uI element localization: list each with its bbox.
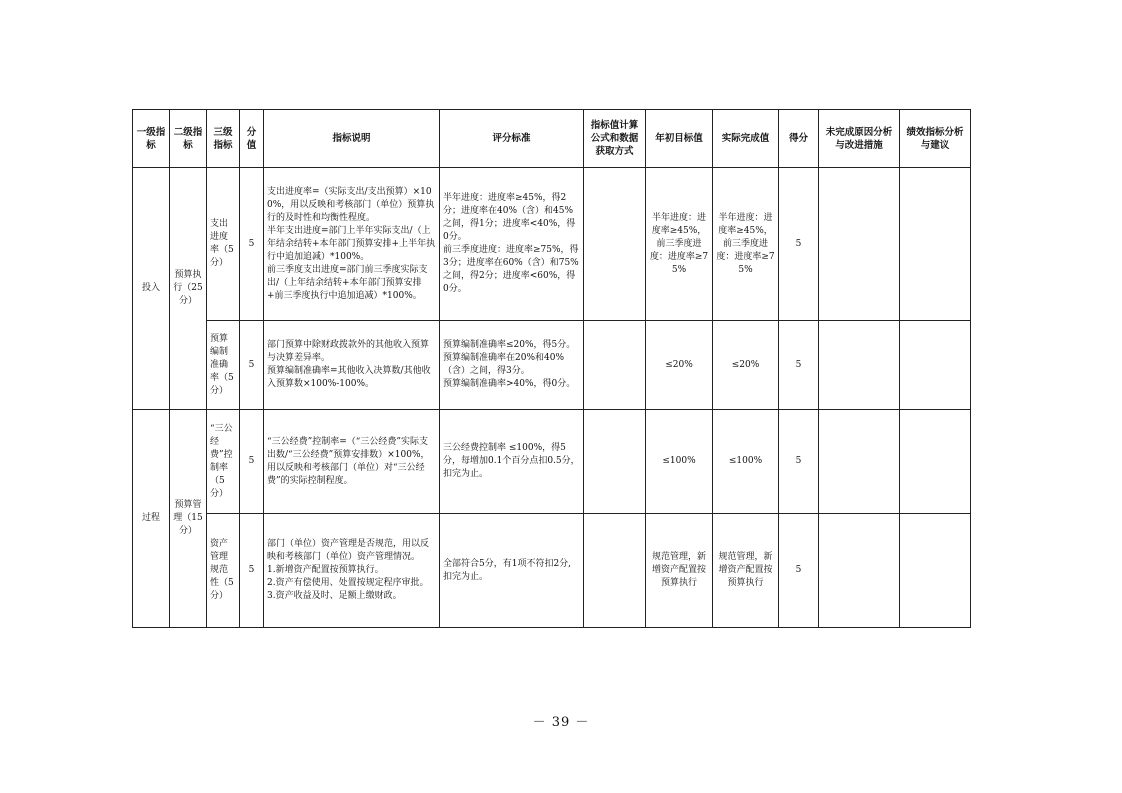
score-value-cell: 5 — [240, 168, 264, 321]
performance-table — [132, 109, 971, 628]
header-row — [133, 110, 971, 168]
target-cell: ≤100% — [646, 410, 713, 514]
description-cell: 支出进度率=（实际支出/支出预算）×100%，用以反映和考核部门（单位）预算执行的及时性和均衡性程度。 半年支出进度=部门上半年实际支出/（上年结余结转+本年部门预算安排+上半年执行中追加追减）*100%。 前三季度支出进度=部门前三季度实际支出/（上年结余结转+本年部门预算安排+前三季度执行中追加追减）*100%。 — [264, 168, 440, 321]
description-cell: “三公经费”控制率=（“三公经费”实际支出数/“三公经费”预算安排数）×100%，用以反映和考核部门（单位）对“三公经费”的实际控制程度。 — [264, 410, 440, 514]
level2-cell: 预算管理（15分） — [170, 410, 207, 628]
score-value-cell: 5 — [240, 410, 264, 514]
analysis-cell — [900, 168, 971, 321]
analysis-cell — [900, 514, 971, 628]
score-value-cell: 5 — [240, 321, 264, 410]
header-score-value: 分值 — [240, 110, 264, 168]
reason-cell — [819, 410, 900, 514]
header-reason: 未完成原因分析与改进措施 — [819, 110, 900, 168]
table-row — [133, 514, 971, 628]
analysis-cell — [900, 410, 971, 514]
header-analysis: 绩效指标分析与建议 — [900, 110, 971, 168]
score-cell: 5 — [779, 410, 819, 514]
actual-cell: 半年进度：进度率≥45%，前三季度进度：进度率≥75% — [713, 168, 779, 321]
score-cell: 5 — [779, 514, 819, 628]
header-target: 年初目标值 — [646, 110, 713, 168]
formula-cell — [584, 514, 646, 628]
criteria-cell: 三公经费控制率 ≤100%，得5分，每增加0.1个百分点扣0.5分，扣完为止。 — [440, 410, 584, 514]
header-level3: 三级指标 — [207, 110, 240, 168]
formula-cell — [584, 321, 646, 410]
level3-cell: 支出进度率（5分） — [207, 168, 240, 321]
criteria-cell: 全部符合5分，有1项不符扣2分,扣完为止。 — [440, 514, 584, 628]
level1-cell: 过程 — [133, 410, 170, 628]
actual-cell: ≤20% — [713, 321, 779, 410]
header-description: 指标说明 — [264, 110, 440, 168]
header-level1: 一级指标 — [133, 110, 170, 168]
criteria-cell: 半年进度：进度率≥45%，得2分；进度率在40%（含）和45%之间，得1分；进度率<40%，得0分。 前三季度进度：进度率≥75%，得3分；进度率在60%（含）和75%之间，得2分；进度率<60%，得0分。 — [440, 168, 584, 321]
formula-cell — [584, 410, 646, 514]
score-cell: 5 — [779, 321, 819, 410]
level3-cell: 预算编制准确率（5分） — [207, 321, 240, 410]
score-value-cell: 5 — [240, 514, 264, 628]
table-row — [133, 321, 971, 410]
criteria-cell: 预算编制准确率≤20%，得5分。 预算编制准确率在20%和40%（含）之间，得3分。 预算编制准确率>40%，得0分。 — [440, 321, 584, 410]
actual-cell: ≤100% — [713, 410, 779, 514]
description-cell: 部门（单位）资产管理是否规范，用以反映和考核部门（单位）资产管理情况。 1.新增资产配置按预算执行。 2.资产有偿使用、处置按规定程序审批。 3.资产收益及时、足额上缴财政。 — [264, 514, 440, 628]
analysis-cell — [900, 321, 971, 410]
level3-cell: 资产管理规范性（5分） — [207, 514, 240, 628]
score-cell: 5 — [779, 168, 819, 321]
actual-cell: 规范管理，新增资产配置按预算执行 — [713, 514, 779, 628]
page-number: － 39 － — [532, 715, 590, 730]
header-actual: 实际完成值 — [713, 110, 779, 168]
header-criteria: 评分标准 — [440, 110, 584, 168]
level2-cell: 预算执行（25分） — [170, 168, 207, 410]
level1-cell: 投入 — [133, 168, 170, 410]
table-row — [133, 168, 971, 321]
level3-cell: “三公经费”控制率（5分） — [207, 410, 240, 514]
description-cell: 部门预算中除财政拨款外的其他收入预算与决算差异率。 预算编制准确率=其他收入决算数/其他收入预算数×100%-100%。 — [264, 321, 440, 410]
target-cell: 半年进度：进度率≥45%，前三季度进度：进度率≥75% — [646, 168, 713, 321]
target-cell: 规范管理，新增资产配置按预算执行 — [646, 514, 713, 628]
target-cell: ≤20% — [646, 321, 713, 410]
reason-cell — [819, 514, 900, 628]
header-score: 得分 — [779, 110, 819, 168]
formula-cell — [584, 168, 646, 321]
reason-cell — [819, 321, 900, 410]
reason-cell — [819, 168, 900, 321]
header-formula: 指标值计算公式和数据获取方式 — [584, 110, 646, 168]
table-row — [133, 410, 971, 514]
header-level2: 二级指标 — [170, 110, 207, 168]
